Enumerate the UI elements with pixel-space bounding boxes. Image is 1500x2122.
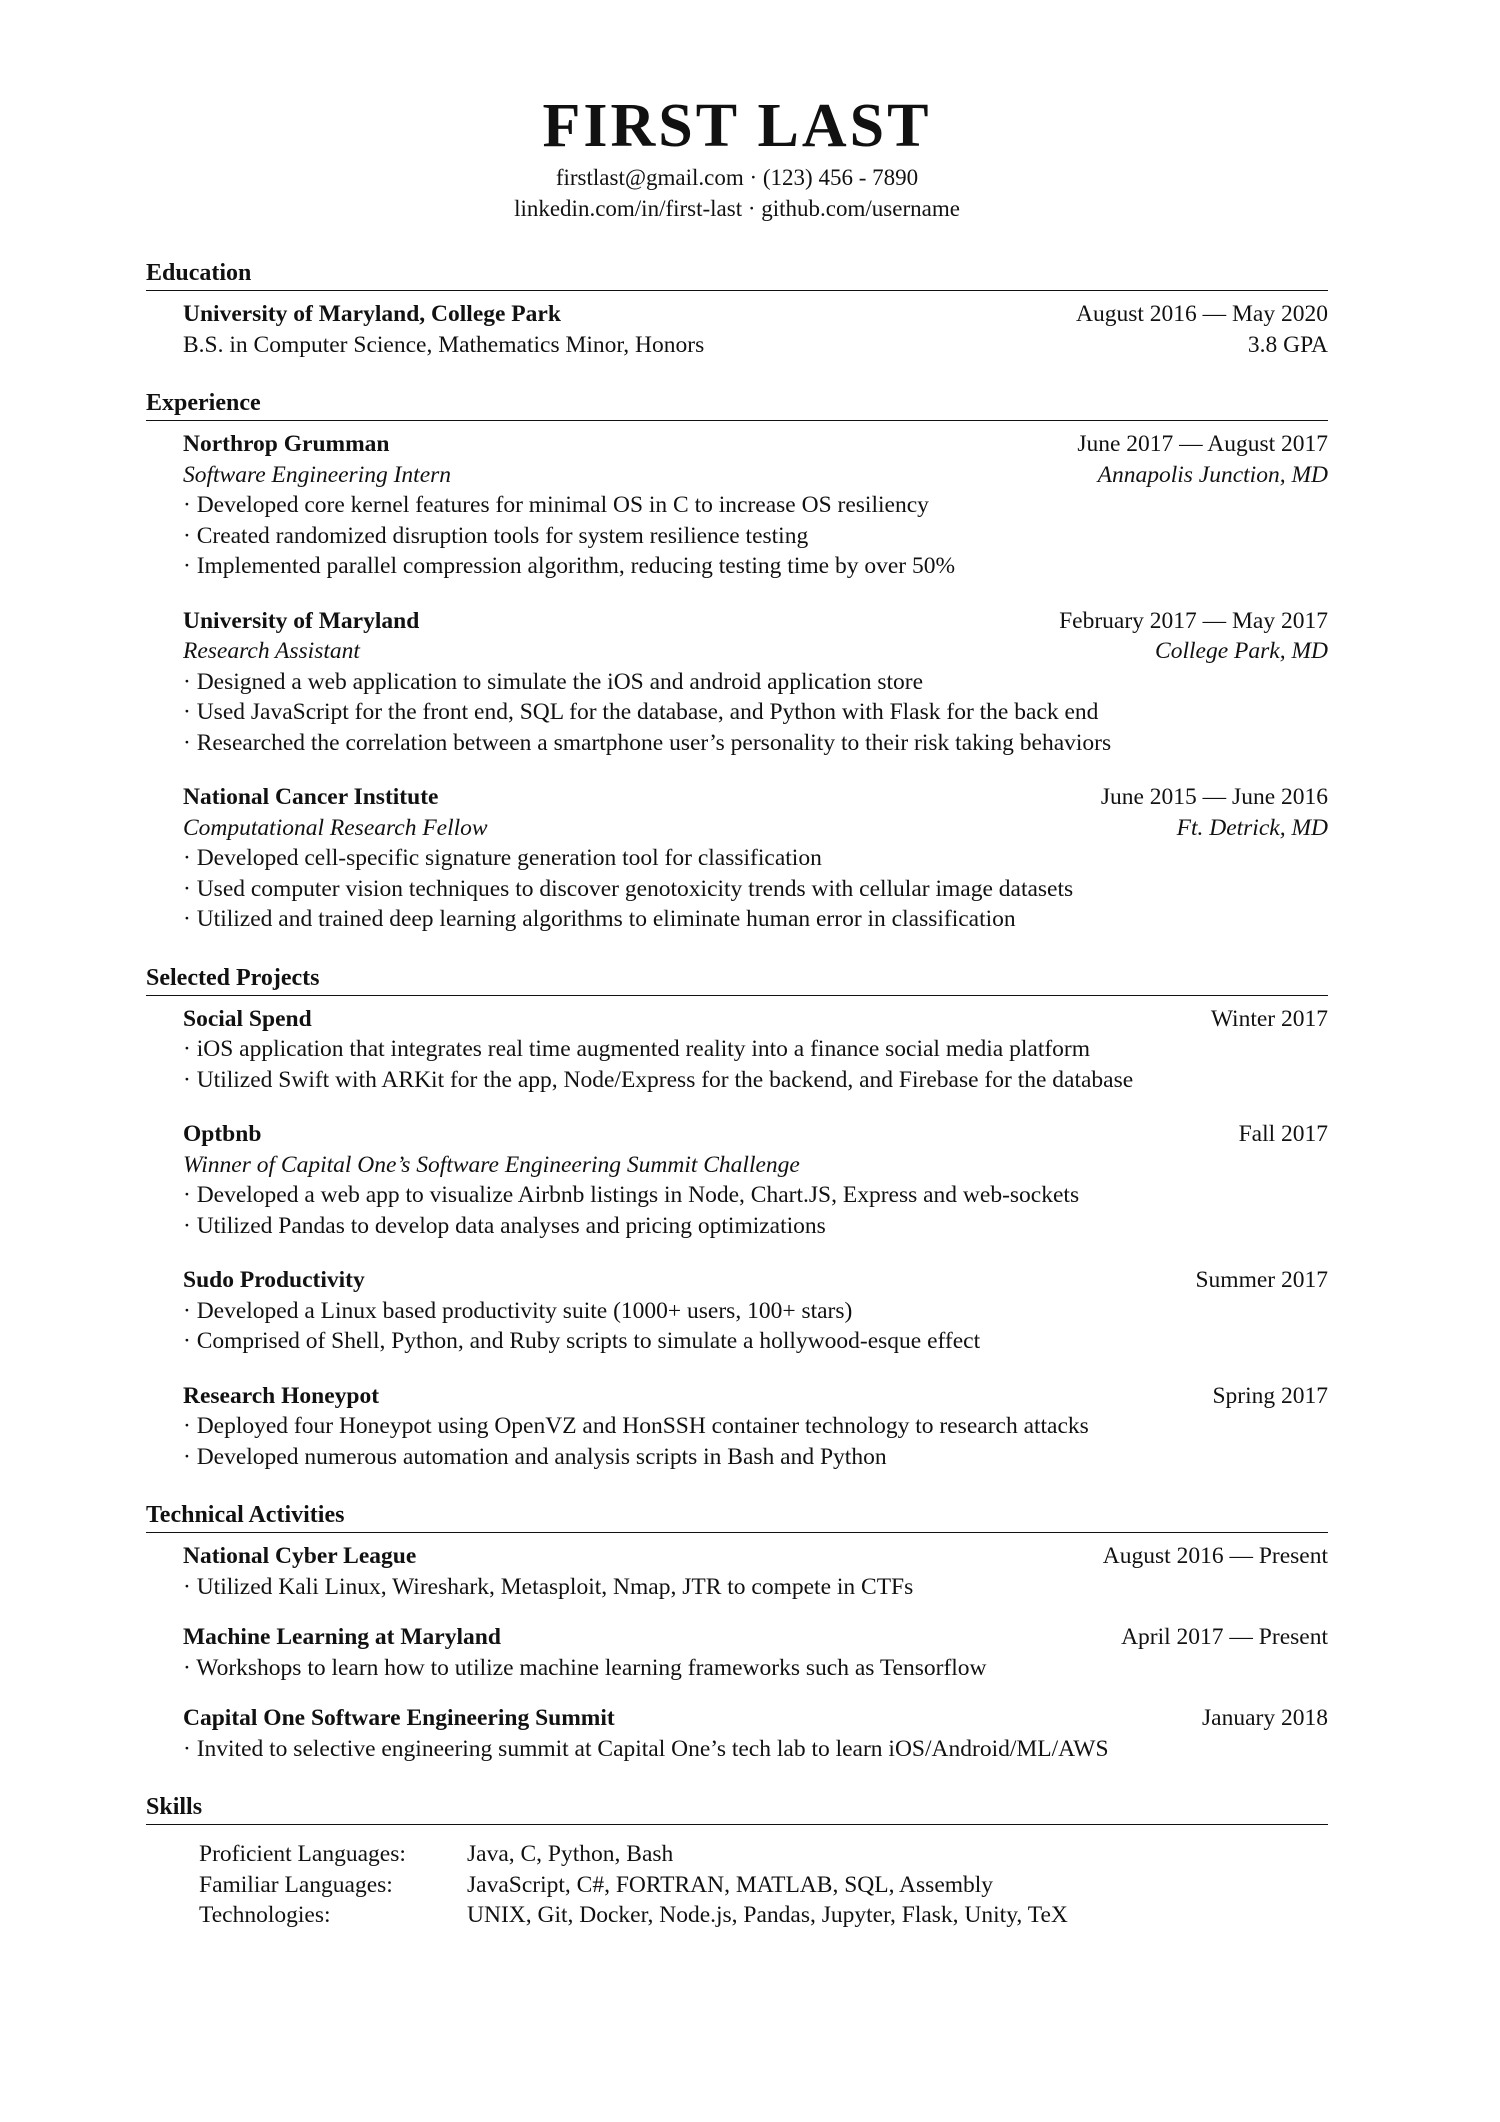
skill-value: UNIX, Git, Docker, Node.js, Pandas, Jupyter, Flask, Unity, TeX	[467, 1902, 1068, 1928]
job-location: Annapolis Junction, MD	[1097, 461, 1328, 488]
experience-entry	[183, 606, 1328, 759]
section-title-skills: Skills	[146, 1792, 1328, 1825]
skills-section	[146, 1792, 1328, 1931]
job-role: Software Engineering Intern	[183, 461, 452, 488]
skill-row	[199, 1870, 1328, 1901]
project-date: Summer 2017	[1195, 1267, 1328, 1293]
bullet-item: · Comprised of Shell, Python, and Ruby scripts to simulate a hollywood-esque effect	[183, 1328, 981, 1354]
bullet-item: · Designed a web application to simulate the iOS and android application store	[183, 668, 924, 695]
employer-name: University of Maryland	[183, 607, 420, 634]
bullet-item: · Invited to selective engineering summit at Capital One’s tech lab to learn iOS/Android/ML/AWS	[183, 1735, 1109, 1762]
activity-date: January 2018	[1202, 1705, 1328, 1731]
skill-label: Familiar Languages:	[199, 1871, 393, 1898]
section-title-experience: Experience	[146, 388, 1328, 421]
experience-section	[146, 388, 1328, 935]
resume-header	[146, 90, 1328, 224]
activity-entry	[183, 1541, 1328, 1602]
bullet-item: · Developed cell-specific signature generation tool for classification	[183, 845, 822, 871]
gpa: 3.8 GPA	[1247, 331, 1328, 358]
bullet-item: · iOS application that integrates real time augmented reality into a finance social media platform	[183, 1036, 1091, 1062]
employer-name: National Cancer Institute	[183, 784, 439, 810]
contact-line-links: linkedin.com/in/first-last · github.com/username	[514, 196, 960, 221]
project-entry	[183, 1381, 1328, 1473]
activity-entry	[183, 1703, 1328, 1764]
projects-section	[146, 963, 1328, 1473]
skill-value: JavaScript, C#, FORTRAN, MATLAB, SQL, Assembly	[467, 1871, 994, 1898]
bullet-item: · Developed a Linux based productivity suite (1000+ users, 100+ stars)	[183, 1297, 853, 1324]
experience-entry	[183, 782, 1328, 935]
skill-row	[199, 1839, 1328, 1870]
project-name: Sudo Productivity	[183, 1267, 365, 1293]
bullet-item: · Utilized Swift with ARKit for the app, Node/Express for the backend, and Firebase for the database	[183, 1066, 1134, 1093]
activity-name: Machine Learning at Maryland	[183, 1624, 501, 1650]
education-entry	[183, 299, 1328, 360]
education-section	[146, 258, 1328, 360]
bullet-item: · Utilized Pandas to develop data analyses and pricing optimizations	[183, 1212, 826, 1239]
bullet-item: · Workshops to learn how to utilize machine learning frameworks such as Tensorflow	[183, 1654, 987, 1681]
project-name: Social Spend	[183, 1005, 312, 1032]
skill-label: Proficient Languages:	[199, 1841, 406, 1867]
project-entry	[183, 1119, 1328, 1241]
bullet-item: · Deployed four Honeypot using OpenVZ and HonSSH container technology to research attacks	[183, 1413, 1089, 1439]
skill-value: Java, C, Python, Bash	[467, 1841, 674, 1867]
bullet-item: · Utilized and trained deep learning algorithms to eliminate human error in classification	[183, 906, 1016, 932]
employment-dates: June 2015 — June 2016	[1100, 784, 1328, 810]
skills-table	[199, 1839, 1328, 1931]
school-name: University of Maryland, College Park	[183, 301, 561, 327]
bullet-item: · Used JavaScript for the front end, SQL for the database, and Python with Flask for the back end	[183, 699, 1099, 725]
bullet-item: · Developed a web app to visualize Airbnb listings in Node, Chart.JS, Express and web-sockets	[183, 1182, 1080, 1208]
section-title-projects: Selected Projects	[146, 963, 1328, 996]
resume-page	[146, 90, 1328, 1931]
degree: B.S. in Computer Science, Mathematics Minor, Honors	[183, 331, 705, 358]
bullet-item: · Used computer vision techniques to discover genotoxicity trends with cellular image datasets	[183, 875, 1074, 902]
bullet-item: · Created randomized disruption tools for system resilience testing	[183, 522, 809, 549]
bullet-item: · Developed numerous automation and analysis scripts in Bash and Python	[183, 1443, 887, 1470]
project-date: Winter 2017	[1210, 1005, 1328, 1032]
skill-row	[199, 1900, 1328, 1931]
activity-date: April 2017 — Present	[1121, 1624, 1328, 1650]
candidate-name: FIRST LAST	[542, 92, 932, 160]
employment-dates: February 2017 — May 2017	[1059, 607, 1328, 634]
project-name: Optbnb	[183, 1121, 262, 1147]
employment-dates: June 2017 — August 2017	[1077, 431, 1328, 457]
project-entry	[183, 1004, 1328, 1096]
bullet-item: · Developed core kernel features for minimal OS in C to increase OS resiliency	[183, 492, 929, 518]
section-title-activities: Technical Activities	[146, 1500, 1328, 1533]
activity-entry	[183, 1622, 1328, 1683]
project-entry	[183, 1265, 1328, 1357]
job-role: Research Assistant	[183, 638, 360, 664]
contact-line-email-phone: firstlast@gmail.com · (123) 456 - 7890	[555, 165, 919, 190]
job-role: Computational Research Fellow	[183, 814, 488, 841]
bullet-item: · Implemented parallel compression algorithm, reducing testing time by over 50%	[183, 553, 956, 579]
project-name: Research Honeypot	[183, 1382, 380, 1409]
experience-entry	[183, 429, 1328, 582]
project-date: Fall 2017	[1238, 1121, 1328, 1147]
employer-name: Northrop Grumman	[183, 431, 390, 457]
bullet-item: · Researched the correlation between a smartphone user’s personality to their risk taking behaviors	[183, 729, 1112, 756]
activity-date: August 2016 — Present	[1102, 1543, 1328, 1569]
project-subtitle: Winner of Capital One’s Software Engineering Summit Challenge	[183, 1151, 800, 1178]
activity-name: National Cyber League	[183, 1543, 417, 1569]
job-location: Ft. Detrick, MD	[1176, 814, 1328, 841]
activity-name: Capital One Software Engineering Summit	[183, 1705, 615, 1731]
skill-label: Technologies:	[199, 1902, 331, 1928]
job-location: College Park, MD	[1155, 638, 1328, 664]
education-dates: August 2016 — May 2020	[1076, 301, 1328, 327]
bullet-item: · Utilized Kali Linux, Wireshark, Metasploit, Nmap, JTR to compete in CTFs	[183, 1573, 914, 1600]
project-date: Spring 2017	[1212, 1382, 1328, 1409]
activities-section	[146, 1500, 1328, 1764]
section-title-education: Education	[146, 258, 1328, 291]
